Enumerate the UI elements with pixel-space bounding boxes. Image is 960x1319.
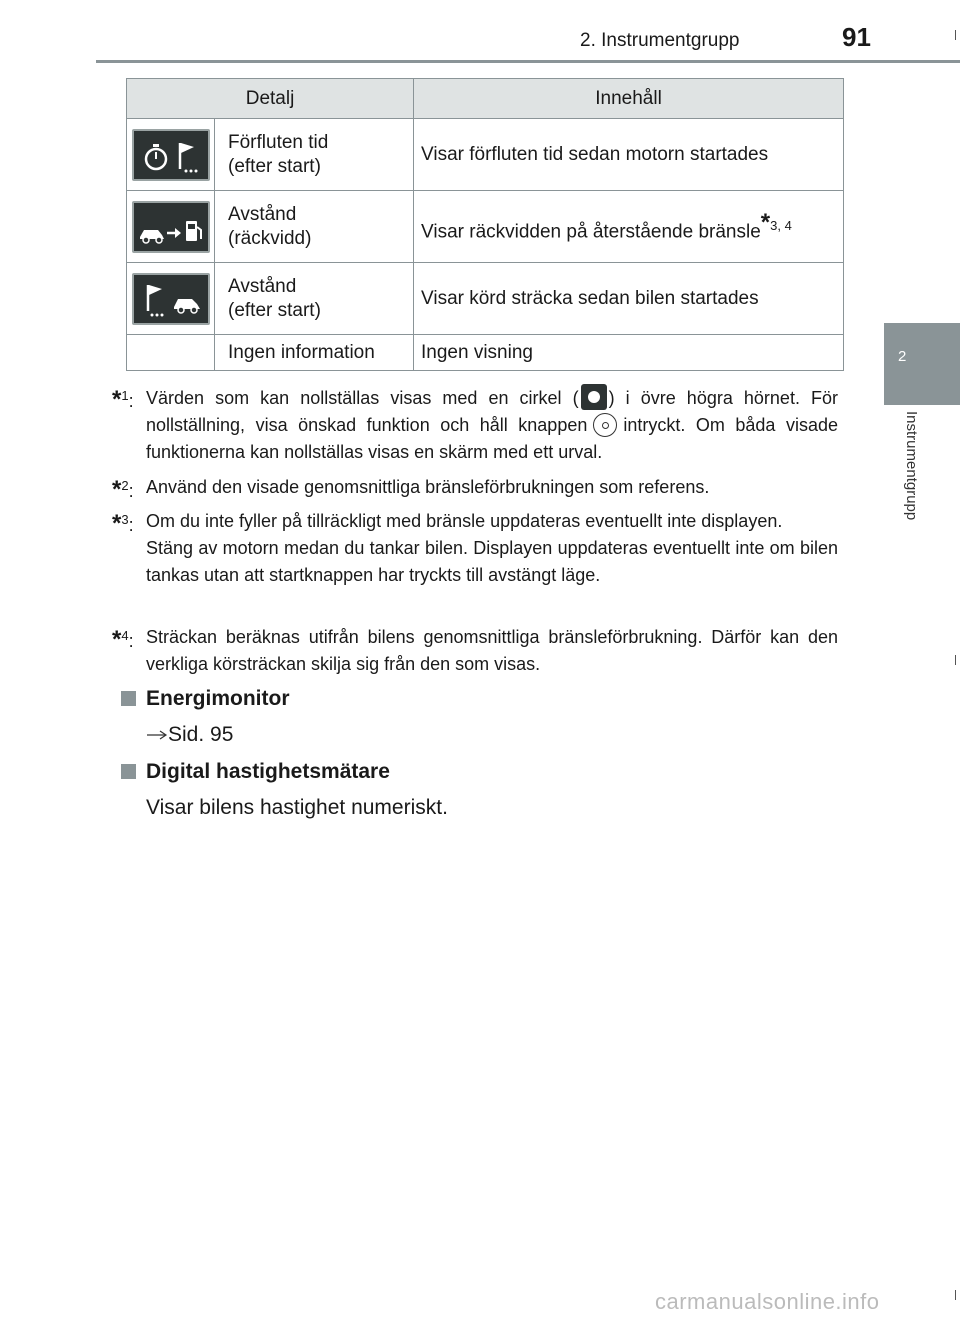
icon-cell <box>127 119 215 191</box>
crop-mark <box>955 30 956 40</box>
page-reference-link[interactable]: Sid. 95 <box>168 723 234 746</box>
crop-mark <box>955 1290 956 1300</box>
detail-line: Förfluten tid <box>228 131 329 153</box>
page-number: 91 <box>842 22 871 52</box>
content-cell <box>414 191 844 263</box>
table-header-row <box>127 79 844 119</box>
chapter-title: 2. Instrumentgrupp <box>580 30 740 51</box>
section-body: Visar bilens hastighet numeriskt. <box>146 796 448 819</box>
footnote <box>112 474 838 501</box>
content-cell <box>414 263 844 335</box>
column-header-content: Innehåll <box>414 79 844 119</box>
watermark: carmanualsonline.info <box>655 1289 880 1314</box>
detail-line: (efter start) <box>228 155 321 177</box>
icon-cell <box>127 191 215 263</box>
detail-line: (efter start) <box>228 299 321 321</box>
footnote-text: Om du inte fyller på tillräckligt med bränsle uppdateras eventuellt inte displayen. <box>146 511 783 531</box>
side-tab-label: Instrumentgrupp <box>903 411 920 521</box>
footnote-asterisk: * <box>760 209 771 237</box>
footnote-mark: *$^2$: <box>112 476 134 503</box>
icon-cell <box>127 335 215 371</box>
footnote-text: Använd den visade genomsnittliga bränsleförbrukningen som referens. <box>146 477 710 497</box>
footnote <box>112 508 838 589</box>
knob-button-icon <box>593 413 617 437</box>
table-row <box>127 119 844 191</box>
table-row <box>127 191 844 263</box>
side-tab <box>884 323 960 405</box>
content-text: Ingen visning <box>421 341 533 363</box>
content-superscript: 3, 4 <box>770 218 792 234</box>
section-bullet-icon <box>121 764 136 779</box>
footnote <box>112 624 838 678</box>
detail-cell <box>215 263 414 335</box>
arrow-right-icon <box>146 723 168 747</box>
footnote-text: Sträckan beräknas utifrån bilens genomsnittliga bränsleförbrukning. Därför kan den verkliga körsträckan skilja sig från den som visas. <box>146 627 838 674</box>
footnote-mark: *$^1$: <box>112 386 134 413</box>
section-bullet-icon <box>121 691 136 706</box>
column-header-detail: Detalj <box>127 79 414 119</box>
crop-mark <box>955 655 956 665</box>
table-row <box>127 263 844 335</box>
content-text: Visar förfluten tid sedan motorn startades <box>421 143 769 165</box>
stopwatch-flag-icon <box>132 129 210 181</box>
detail-line: Avstånd <box>228 275 297 297</box>
footnote-mark: *$^4$: <box>112 626 134 653</box>
footnote <box>112 384 838 466</box>
detail-cell <box>215 191 414 263</box>
detail-cell <box>215 335 414 371</box>
detail-line: (räckvidd) <box>228 227 312 249</box>
content-cell <box>414 119 844 191</box>
detail-line: Ingen information <box>228 341 375 363</box>
table-row <box>127 335 844 371</box>
car-arrow-fuel-pump-icon <box>132 201 210 253</box>
side-tab-number: 2 <box>898 348 907 365</box>
footnote-text: ) i övre högra hörnet. För nollställning, visa önskad funktion och håll knappen <box>146 388 838 435</box>
section-heading: Digital hastighetsmätare <box>121 760 390 784</box>
footnote-mark: *$^3$: <box>112 510 134 537</box>
content-cell <box>414 335 844 371</box>
section-heading: Energimonitor <box>121 687 290 711</box>
footnote-text: Stäng av motorn medan du tankar bilen. Displayen uppdateras eventuellt inte om bilen tankas utan att startknappen har tryckts till avstängt läge. <box>146 538 838 585</box>
detail-line: Avstånd <box>228 203 297 225</box>
footnote-text: Värden som kan nollställas visas med en cirkel ( <box>146 388 579 408</box>
footnote-text: intryckt. Om båda visade funktionerna kan nollställas visas en skärm med ett urval. <box>146 415 838 462</box>
content-text: Visar räckvidden på återstående bränsle <box>421 221 761 243</box>
icon-cell <box>127 263 215 335</box>
reset-circle-icon <box>581 384 607 410</box>
content-text: Visar körd sträcka sedan bilen startades <box>421 287 759 309</box>
detail-table <box>126 78 844 371</box>
flag-car-icon <box>132 273 210 325</box>
detail-cell <box>215 119 414 191</box>
header-rule <box>96 60 960 63</box>
section-body <box>146 723 233 747</box>
